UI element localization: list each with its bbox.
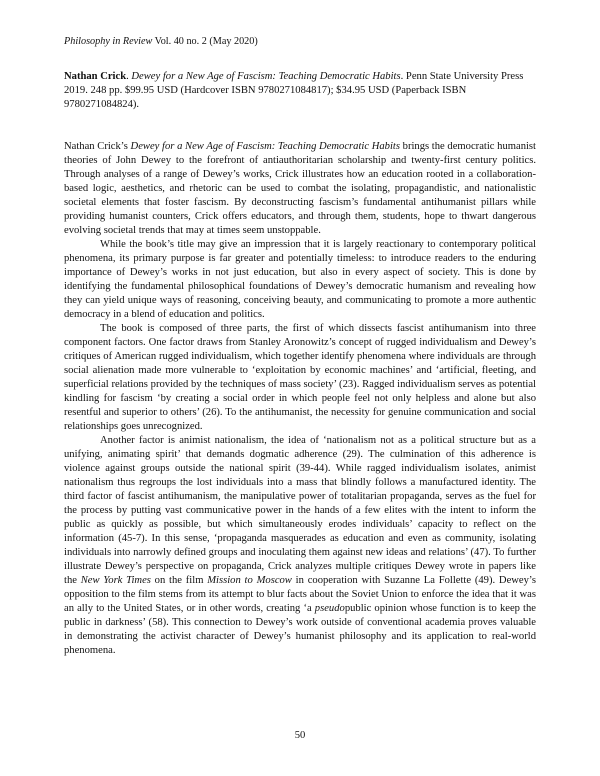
paragraph-4-film-title: Mission to Moscow xyxy=(207,575,292,586)
book-citation: Nathan Crick. Dewey for a New Age of Fascism: Teaching Democratic Habits. Penn State University Press 2019. 248 pp. $99.95 USD (Hardcover ISBN 9780271084817); $34.95 USD (Paperback ISBN 9780271084824). xyxy=(64,71,524,110)
paragraph-4-newspaper: New York Times xyxy=(80,575,151,586)
paragraph-4-text-b: on the film xyxy=(150,575,208,586)
page-number: 50 xyxy=(294,730,306,741)
paragraph-1-text-a: Nathan Crick’s xyxy=(64,141,131,152)
running-head xyxy=(64,36,258,48)
citation-details: . Penn State University Press 2019. 248 pp. $99.95 USD (Hardcover ISBN 9780271084817); $34.95 USD (Paperback ISBN 9780271084824). xyxy=(64,71,524,110)
paragraph-4-text-a: Another factor is animist nationalism, the idea of ‘nationalism not as a political structure but as a unifying, animating spirit’ that demands dogmatic adherence (29). The culmination of this adherence is violence against groups outside the national spirit (39-44). While ragged individualism isolates, animist nationalism thus regroups the lost individuals into a mass that blindly follows a manufactured identity. The third factor of fascist antihumanism, the manipulative power of totalitarian propaganda, serves as the fuel for the process by putting vast communicative power in the hands of a few elites with the intent to inform the public as quickly as possible, but which simultaneously erodes individuals’ capacity to reflect on the information (45-7). In this sense, ‘propaganda masquerades as education and even as community, isolating individuals into narrowly defined groups and inoculating them against new ideas and relations’ (47). To further illustrate Dewey’s perspective on propaganda, Crick analyzes multiple critiques Dewey wrote in papers like the xyxy=(64,435,536,586)
paragraph-2: While the book’s title may give an impression that it is largely reactionary to contemporary political phenomena, its primary purpose is far greater and potentially timeless: to introduce readers to the enduring importance of Dewey’s works in not just education, but also in every aspect of society. This is done by identifying the fundamental philosophical foundations of Dewey’s democratic humanism and revealing how they can yield unique ways of reasoning, conceiving beauty, and communicating to promote a more authentic democracy in a blend of education and politics. xyxy=(64,239,536,320)
citation-title: Dewey for a New Age of Fascism: Teaching Democratic Habits xyxy=(131,71,401,82)
review-body xyxy=(64,140,536,658)
paragraph-4-pseudo: pseudo xyxy=(314,603,345,614)
paragraph-4-text-c: in cooperation with Suzanne La Follette (49). Dewey’s opposition to the film stems from its attempt to blur facts about the Soviet Union to enforce the idea that it was an ally to the United States, or in other words, creating ‘a xyxy=(64,575,537,614)
journal-issue: Vol. 40 no. 2 (May 2020) xyxy=(154,36,258,47)
citation-author: Nathan Crick xyxy=(64,71,127,82)
paragraph-3: The book is composed of three parts, the first of which dissects fascist antihumanism into three component factors. One factor draws from Stanley Aronowitz’s concept of rugged individualism and Dewey’s critiques of American rugged individualism, which together identify phenomena where individuals are through social alienation made more vulnerable to ‘exploitation by economic machines’ and ‘artificial, fleeting, and superficial relations provided by the techniques of mass society’ (23). Ragged individualism serves as potential kindling for fascism ‘by creating a social order in which people feel not only helpless and alone but also resentful and superior to others’ (26). To the antihumanist, the necessity for genuine communication and social relationships goes unrecognized. xyxy=(64,323,536,432)
paragraph-4 xyxy=(64,434,536,658)
paragraph-1 xyxy=(64,140,536,238)
journal-name: Philosophy in Review xyxy=(64,36,153,47)
paragraph-1-text-b: brings the democratic humanist theories of John Dewey to the forefront of antiauthoritarian scholarship and twenty-first century politics. Through analyses of a range of Dewey’s works, Crick illustrates how an education rooted in a collaboration-based logic, aesthetics, and rhetoric can be used to combat the isolating, propagandistic, and nationalistic societal elements that foster fascism. By deconstructing fascism’s fundamental antihumanist pillars while providing humanist counters, Crick offers educators, and through them, students, hope to thwart dangerous evolving societal trends that may at times seem unstoppable. xyxy=(64,141,536,236)
paragraph-4-text-d: public opinion whose function is to keep the public in darkness’ (58). This connection to Dewey’s work outside of conventional academia proves valuable in demonstrating the activist character of Dewey’s humanist philosophy and its application to real-world phenomena. xyxy=(64,603,536,656)
paragraph-1-book-title: Dewey for a New Age of Fascism: Teaching Democratic Habits xyxy=(130,141,400,152)
